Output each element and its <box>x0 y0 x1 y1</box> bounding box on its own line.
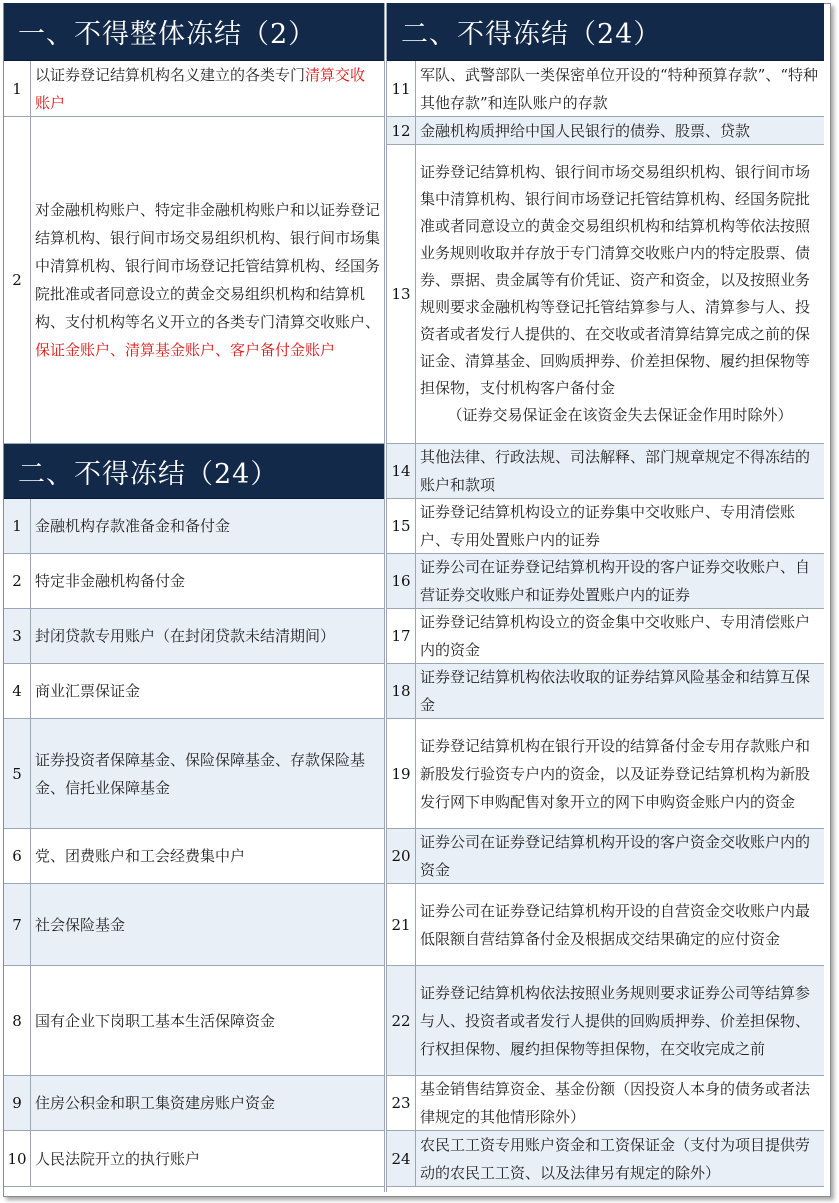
row-text: 证券投资者保障基金、保险保障基金、存款保险基金、信托业保障基金 <box>35 750 366 797</box>
table-row <box>4 554 384 609</box>
left-column <box>4 3 384 1187</box>
row-number: 18 <box>387 664 416 718</box>
row-number: 1 <box>4 61 31 116</box>
row-text: 军队、武警部队一类保密单位开设的“特种预算存款”、“特种其他存款”和连队账户的存款 <box>420 65 819 112</box>
table-row <box>387 1131 824 1187</box>
table-row <box>4 499 384 554</box>
row-text: 证券公司在证券登记结算机构开设的客户资金交收账户内的资金 <box>420 833 811 879</box>
row-number: 1 <box>4 499 31 553</box>
table-row <box>387 664 824 719</box>
table-row <box>387 719 824 829</box>
highlight-text: 清算交收账户 <box>35 65 366 112</box>
table-row <box>387 966 824 1076</box>
row-number: 22 <box>387 966 416 1075</box>
table-row <box>4 609 384 664</box>
table-row <box>387 117 824 145</box>
table-row <box>4 664 384 719</box>
row-text: 对金融机构账户、特定非金融机构账户和以证券登记结算机构、银行间市场交易组织机构、银行间市场集中清算机构、银行间市场登记托管结算机构、经国务院批准或者同意设立的黄金交易组织机构和结算机构、支付机构等名义开立的各类专门清算交收账户、保证金账户、清算基金账户、客户备付金账户 <box>35 201 381 359</box>
table-row <box>387 829 824 884</box>
table-row <box>387 145 824 444</box>
table-row <box>387 499 824 554</box>
row-text: 证券登记结算机构在银行开设的结算备付金专用存款账户和新股发行验资专户内的资金，以及证券登记结算机构为新股发行网下申购配售对象开立的网下申购资金账户内的资金 <box>420 736 811 811</box>
row-number: 5 <box>4 719 31 828</box>
table-row <box>387 444 824 499</box>
row-number: 7 <box>4 884 31 965</box>
table-row <box>387 61 824 117</box>
table-row <box>387 1076 824 1131</box>
row-number: 11 <box>387 61 416 116</box>
row-text: 其他法律、行政法规、司法解释、部门规章规定不得冻结的账户和款项 <box>420 448 811 494</box>
row-text: 人民法院开立的执行账户 <box>35 1149 201 1168</box>
row-number: 12 <box>387 117 416 144</box>
highlight-text: 保证金账户、清算基金账户、客户备付金账户 <box>35 341 336 359</box>
row-number: 14 <box>387 444 416 498</box>
row-number: 9 <box>4 1076 31 1130</box>
row-text: 党、团费账户和工会经费集中户 <box>35 847 246 865</box>
row-number: 20 <box>387 829 416 883</box>
row-text: 住房公积金和职工集资建房账户资金 <box>35 1094 276 1112</box>
table-row <box>4 829 384 884</box>
row-text: 证券登记结算机构设立的资金集中交收账户、专用清偿账户内的资金 <box>420 613 811 659</box>
section-header-no-freeze: 二、不得冻结（24） <box>387 3 824 61</box>
row-text: 以证券登记结算机构名义建立的各类专门清算交收账户 <box>35 65 366 112</box>
row-number: 6 <box>4 829 31 883</box>
table-row <box>4 719 384 829</box>
table-row <box>387 884 824 966</box>
row-text: 基金销售结算资金、基金份额（因投资人本身的债务或者法律规定的其他情形除外） <box>420 1080 811 1126</box>
row-number: 4 <box>4 664 31 718</box>
section-header-no-freeze: 二、不得冻结（24） <box>4 444 384 499</box>
row-text: 证券登记结算机构设立的证券集中交收账户、专用清偿账户、专用处置账户内的证券 <box>420 503 796 549</box>
table-row <box>387 609 824 664</box>
row-text: 证券公司在证券登记结算机构开设的自营资金交收账户内最低限额自营结算备付金及根据成交结果确定的应付资金 <box>420 901 811 948</box>
exception-note: （证券交易保证金在该资金失去保证金作用时除外） <box>447 406 793 424</box>
row-text: 国有企业下岗职工基本生活保障资金 <box>35 1011 276 1030</box>
row-number: 2 <box>4 554 31 608</box>
row-text: 特定非金融机构备付金 <box>35 572 186 590</box>
table-row <box>4 117 384 444</box>
section-header-whole-freeze: 一、不得整体冻结（2） <box>4 3 384 61</box>
row-text: 商业汇票保证金 <box>35 682 141 700</box>
right-column <box>387 3 824 1187</box>
row-number: 2 <box>4 117 31 443</box>
row-number: 24 <box>387 1131 416 1186</box>
row-number: 23 <box>387 1076 416 1130</box>
table-row <box>4 966 384 1076</box>
table-row <box>4 1131 384 1187</box>
table-row <box>4 884 384 966</box>
row-text: 证券登记结算机构、银行间市场交易组织机构、银行间市场集中清算机构、银行间市场登记托管结算机构、经国务院批准或者同意设立的黄金交易组织机构和结算机构等依法按照业务规则收取并存放于专门清算交收账户内的特定股票、债券、票据、贵金属等有价凭证、资产和资金，以及按照业务规则要求金融机构等登记托管结算参与人、清算参与人、投资者或者发行人提供的、在交收或者清算结算完成之前的保证金、清算基金、回购质押券、价差担保物、履约担保物等担保物，支付机构客户备付金 （证券交易保证金在该资金失去保证金作用时除外） <box>416 145 824 443</box>
row-number: 13 <box>387 145 416 443</box>
table-row <box>4 1076 384 1131</box>
row-number: 21 <box>387 884 416 965</box>
table-row <box>387 554 824 609</box>
row-text: 金融机构质押给中国人民银行的债券、股票、贷款 <box>420 121 751 140</box>
row-number: 10 <box>4 1131 31 1186</box>
row-text: 封闭贷款专用账户（在封闭贷款未结清期间） <box>35 627 336 645</box>
row-number: 15 <box>387 499 416 553</box>
row-text: 社会保险基金 <box>35 915 126 934</box>
row-text: 证券公司在证券登记结算机构开设的客户证券交收账户、自营证券交收账户和证券处置账户内的证券 <box>420 558 811 604</box>
row-number: 19 <box>387 719 416 828</box>
row-number: 16 <box>387 554 416 608</box>
row-text: 证券登记结算机构依法按照业务规则要求证券公司等结算参与人、投资者或者发行人提供的回购质押券、价差担保物、行权担保物、履约担保物等担保物，在交收完成之前 <box>420 983 811 1058</box>
row-text: 证券登记结算机构依法收取的证券结算风险基金和结算互保金 <box>420 668 811 714</box>
row-number: 3 <box>4 609 31 663</box>
table-row <box>4 61 384 117</box>
row-text: 农民工工资专用账户资金和工资保证金（支付为项目提供劳动的农民工工资、以及法律另有规定的除外） <box>420 1135 811 1182</box>
row-number: 8 <box>4 966 31 1075</box>
row-text: 金融机构存款准备金和备付金 <box>35 517 231 535</box>
row-number: 17 <box>387 609 416 663</box>
